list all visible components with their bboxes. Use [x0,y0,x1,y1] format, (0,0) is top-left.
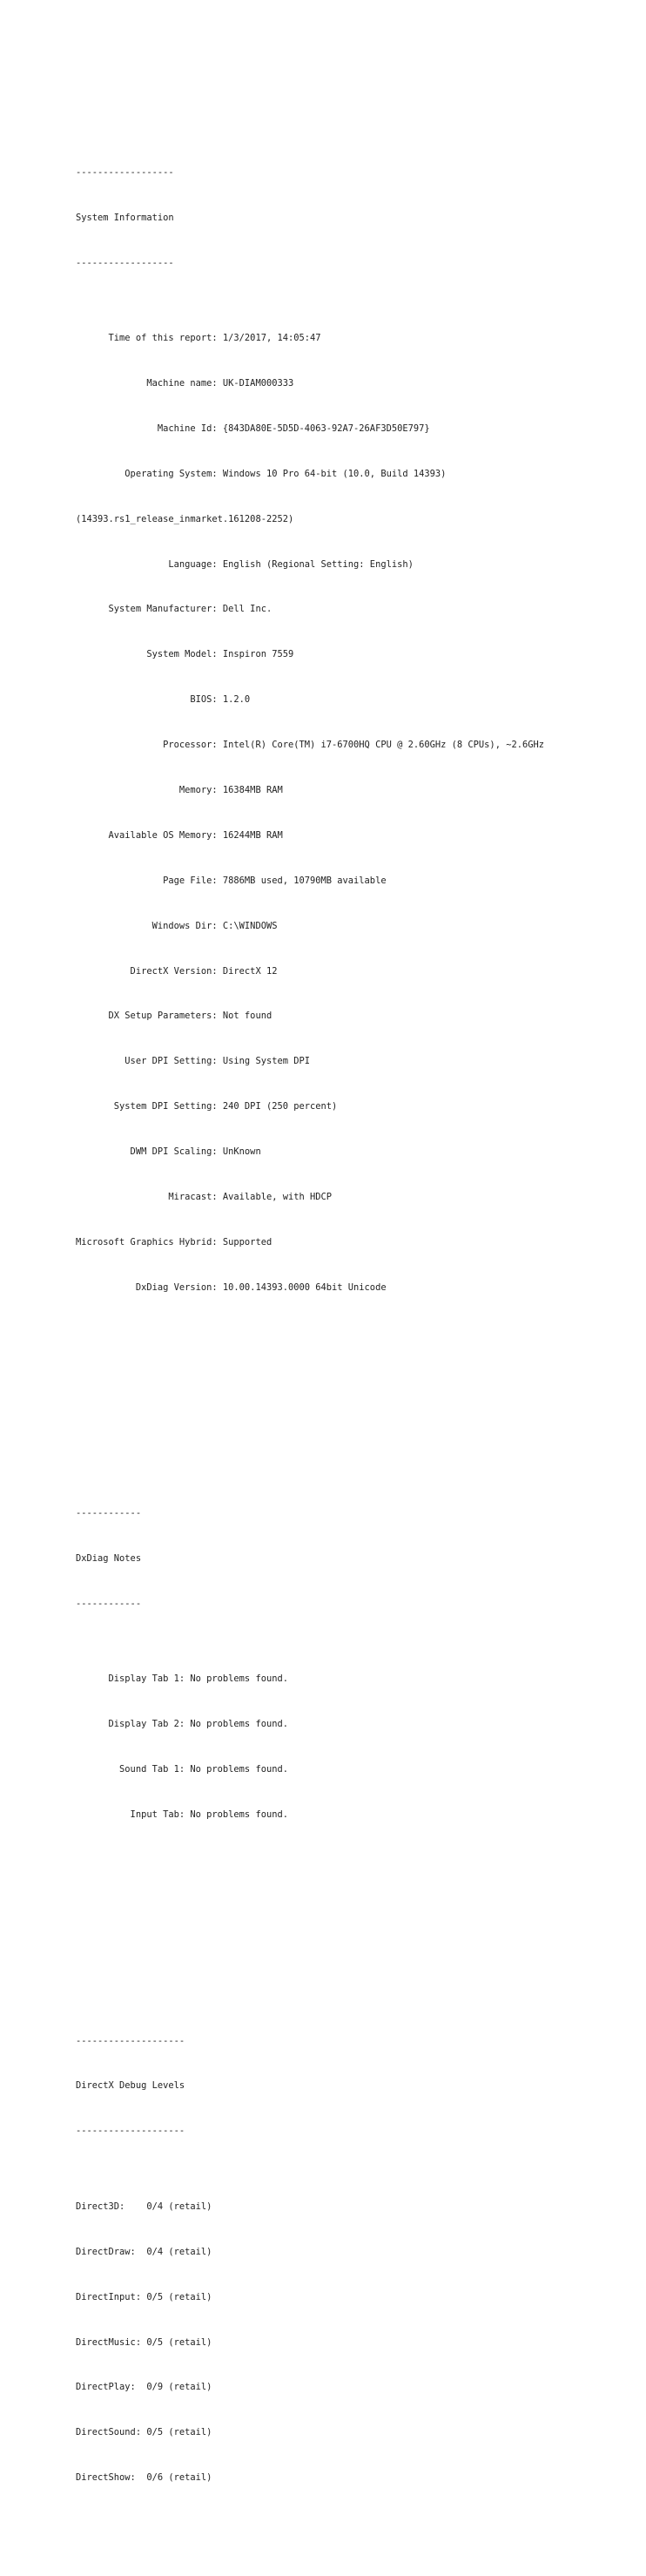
system-information-section [76,135,633,1356]
row-key: Operating System: [76,468,223,479]
row-key: DWM DPI Scaling: [76,1146,223,1158]
row-value: Not found [222,1011,273,1022]
row-value: Available, with HDCP [222,1191,333,1202]
row-key: Machine Id: [76,423,223,434]
row-key: BIOS: [76,694,223,706]
row-value: No problems found. [190,1764,288,1775]
section-title: System Information [76,212,174,223]
row-key: Sound Tab 1: [76,1764,191,1775]
debug-row-directsound [76,2425,633,2440]
row-value: C:\WINDOWS [222,920,278,931]
row-key: Display Tab 1: [76,1673,191,1685]
info-row-processor [76,738,633,753]
row-key: DirectInput: [76,2291,147,2302]
dxdiag-notes-rows [76,1642,633,1853]
row-key: Windows Dir: [76,920,223,931]
row-value: Dell Inc. [222,604,273,615]
note-row-sound-tab-1 [76,1762,633,1777]
info-row-system-model [76,647,633,662]
section-rule: -------------------- [76,2126,185,2137]
row-key: Microsoft Graphics Hybrid: [76,1236,223,1247]
row-value: DirectX 12 [222,965,278,977]
info-row-available-os-memory [76,828,633,843]
info-row-graphics-hybrid [76,1235,633,1250]
row-value: No problems found. [190,1719,288,1730]
row-value: No problems found. [190,1809,288,1821]
info-row-miracast [76,1190,633,1205]
info-row-operating-system [76,467,633,482]
row-value: Intel(R) Core(TM) i7-6700HQ CPU @ 2.60GHz (8 CPUs), ~2.6GHz [222,740,544,751]
info-row-os-build [76,512,633,527]
row-key: User DPI Setting: [76,1056,223,1067]
row-value: 10.00.14393.0000 64bit Unicode [222,1281,387,1293]
row-key: DirectSound: [76,2427,147,2438]
row-key: DirectDraw: [76,2246,147,2257]
spacer [76,1929,633,1944]
debug-row-directinput [76,2290,633,2305]
row-key: DirectMusic: [76,2336,147,2348]
row-value: Inspiron 7559 [222,649,294,660]
row-value: 0/5 (retail) [146,2291,212,2302]
info-row-page-file [76,874,633,889]
row-key: Language: [76,558,223,570]
row-value: (14393.rs1_release_inmarket.161208-2252) [76,513,294,524]
row-value: UK-DIAM000333 [222,377,294,389]
note-row-display-tab-2 [76,1717,633,1732]
row-value: English (Regional Setting: English) [222,558,414,570]
row-value: No problems found. [190,1673,288,1685]
section-rule: -------------------- [76,2035,185,2046]
info-row-dx-setup-parameters [76,1009,633,1024]
row-value: Windows 10 Pro 64-bit (10.0, Build 14393) [222,468,447,479]
debug-row-direct3d [76,2200,633,2214]
directx-debug-levels-section [76,2004,633,2546]
debug-row-directmusic [76,2336,633,2350]
row-key: Machine name: [76,377,223,389]
info-row-time [76,331,633,346]
debug-row-directdraw [76,2245,633,2260]
row-key: DirectShow: [76,2472,147,2484]
note-row-display-tab-1 [76,1672,633,1687]
dxdiag-notes-section [76,1477,633,1883]
row-key: Processor: [76,740,223,751]
row-value: UnKnown [222,1146,261,1158]
row-value: 1.2.0 [222,694,251,706]
info-row-windows-dir [76,919,633,934]
info-row-bios [76,693,633,707]
row-key: DX Setup Parameters: [76,1011,223,1022]
row-value: 0/4 (retail) [146,2201,212,2212]
row-value: Supported [222,1236,273,1247]
row-key: System Manufacturer: [76,604,223,615]
row-key: System DPI Setting: [76,1101,223,1112]
system-info-rows [76,301,633,1325]
section-rule: ------------------ [76,166,174,178]
section-title: DirectX Debug Levels [76,2080,185,2092]
row-key: System Model: [76,649,223,660]
row-value: 16384MB RAM [222,784,283,795]
info-row-dxdiag-version [76,1281,633,1295]
dxdiag-report [76,75,633,2576]
row-key: Page File: [76,875,223,886]
info-row-machine-id [76,422,633,436]
row-key: Available OS Memory: [76,829,223,841]
row-value: 16244MB RAM [222,829,283,841]
row-key: DxDiag Version: [76,1281,223,1293]
row-value: 1/3/2017, 14:05:47 [222,333,321,344]
info-row-system-dpi-setting [76,1099,633,1114]
spacer [76,1401,633,1416]
note-row-input-tab [76,1808,633,1822]
row-key: Input Tab: [76,1809,191,1821]
info-row-dwm-dpi-scaling [76,1145,633,1160]
info-row-memory [76,783,633,798]
section-rule: ------------------ [76,257,174,268]
section-rule: ------------ [76,1508,142,1519]
row-key: Direct3D: [76,2201,147,2212]
section-title: DxDiag Notes [76,1553,142,1565]
row-value: 0/6 (retail) [146,2472,212,2484]
row-value: 0/5 (retail) [146,2427,212,2438]
row-key: Miracast: [76,1191,223,1202]
info-row-machine-name [76,376,633,391]
info-row-language [76,558,633,572]
row-value: 0/4 (retail) [146,2246,212,2257]
debug-row-directshow [76,2471,633,2485]
debug-row-directplay [76,2380,633,2395]
row-value: {843DA80E-5D5D-4063-92A7-26AF3D50E797} [222,423,430,434]
debug-level-rows [76,2169,633,2516]
info-row-user-dpi-setting [76,1054,633,1069]
row-value: 7886MB used, 10790MB available [222,875,387,886]
row-key: DirectPlay: [76,2382,147,2393]
section-rule: ------------ [76,1598,142,1609]
info-row-directx-version [76,964,633,979]
row-value: 0/5 (retail) [146,2336,212,2348]
row-key: Time of this report: [76,333,223,344]
row-value: Using System DPI [222,1056,310,1067]
row-value: 240 DPI (250 percent) [222,1101,338,1112]
row-key: DirectX Version: [76,965,223,977]
row-key: Display Tab 2: [76,1719,191,1730]
row-value: 0/9 (retail) [146,2382,212,2393]
row-key: Memory: [76,784,223,795]
info-row-system-manufacturer [76,602,633,617]
